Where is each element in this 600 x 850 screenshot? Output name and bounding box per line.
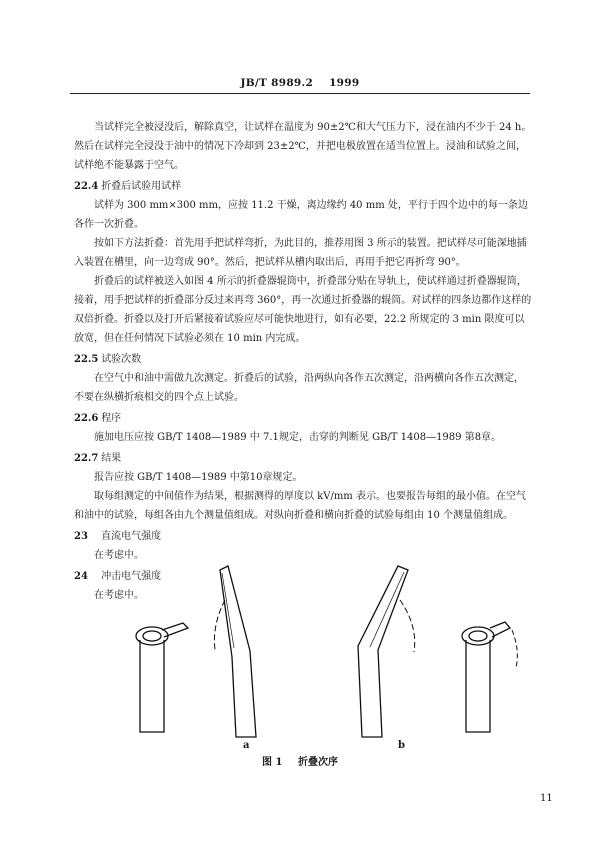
- section-title: 冲击电气强度: [101, 571, 162, 582]
- folded-strip-left-drawing: [136, 623, 188, 732]
- paragraph: 在考虑中。: [94, 590, 144, 601]
- section-title: 试验次数: [101, 354, 142, 365]
- folded-strip-right-drawing: [462, 622, 517, 732]
- figure-label-a: a: [243, 740, 250, 751]
- paragraph: 取每组测定的中间值作为结果，根据测得的厚度以 kV/mm 表示。也要报告每组的最小值。在空气和油中的试验，每组各由九个测量值组成。对纵向折叠和横向折叠的试验每组由 10 个测量值组成。: [74, 491, 526, 521]
- figure-label-b: b: [398, 740, 405, 751]
- section-title: 直流电气强度: [101, 531, 162, 542]
- paragraph: 施加电压应按 GB/T 1408—1989 中 7.1规定，击穿的判断见 GB/T 1408—1989 第8章。: [94, 432, 502, 443]
- section-number: 22.7: [74, 453, 99, 464]
- section-title: 程序: [101, 413, 122, 424]
- section-heading: [74, 409, 532, 428]
- standard-year: 1999: [329, 77, 360, 89]
- paragraph: 报告应按 GB/T 1408—1989 中第10章规定。: [94, 472, 303, 483]
- document-body: [74, 118, 532, 605]
- section-number: 22.4: [74, 181, 99, 192]
- fold-stage-a-drawing: [214, 566, 256, 737]
- section-heading: [74, 350, 532, 369]
- section-title: 结果: [101, 453, 122, 464]
- section-number: 22.5: [74, 354, 99, 365]
- section-heading: [74, 449, 532, 468]
- section-number: 23: [74, 531, 88, 542]
- figure-caption: [0, 753, 600, 768]
- header-rule: [70, 93, 530, 94]
- section-number: 24: [74, 571, 88, 582]
- section-title: 折叠后试验用试样: [101, 181, 182, 192]
- paragraph: 按如下方法折叠：首先用手把试样弯折，为此目的，推荐用图 3 所示的装置。把试样尽可能深地插入装置在槽里，向一边弯成 90°。然后，把试样从槽内取出后，再用手把它再折弯 90°。: [74, 238, 527, 268]
- section-number: 22.6: [74, 413, 99, 424]
- paragraph: 当试样完全被浸没后，解除真空，让试样在温度为 90±2℃和大气压力下，浸在油内不少于 24 h。然后在试样完全浸没于油中的情况下冷却到 23±2℃，并把电极放置在适当位置上。浸油和试验之间，试样绝不能暴露于空气。: [74, 122, 532, 171]
- paragraph: 在空气中和油中需做九次测定。折叠后的试验，沿两纵向各作五次测定，沿两横向各作五次测定，不要在纵横折痕相交的四个点上试验。: [74, 373, 524, 403]
- folding-sequence-figure: [0, 550, 600, 780]
- fold-stage-b-drawing: [358, 566, 415, 737]
- paragraph: 在考虑中。: [94, 550, 144, 561]
- page-header: [0, 77, 600, 89]
- page-number: 11: [540, 793, 553, 804]
- section-heading: [74, 527, 532, 546]
- figure-title: 折叠次序: [297, 757, 338, 768]
- section-heading: [74, 177, 532, 196]
- standard-number: JB/T 8989.2: [240, 77, 314, 89]
- figure-number: 图 1: [262, 757, 283, 768]
- paragraph: 折叠后的试样被送入如图 4 所示的折叠器辊筒中，折叠部分贴在导轨上，使试样通过折叠器辊筒，接着，用手把试样的折叠部分反过来再弯 360°，再一次通过折叠器的辊筒。对试样的四条边都作这样的双倍折叠。折叠以及打开后紧接着试验应尽可能快地进行，如有必要，22.2 所规定的 3 min 限度可以放宽，但在任何情况下试验必须在 10 min 内完成。: [74, 276, 532, 344]
- paragraph: 试样为 300 mm×300 mm，应按 11.2 干燥，离边缘约 40 mm 处，平行于四个边中的每一条边各作一次折叠。: [74, 200, 528, 230]
